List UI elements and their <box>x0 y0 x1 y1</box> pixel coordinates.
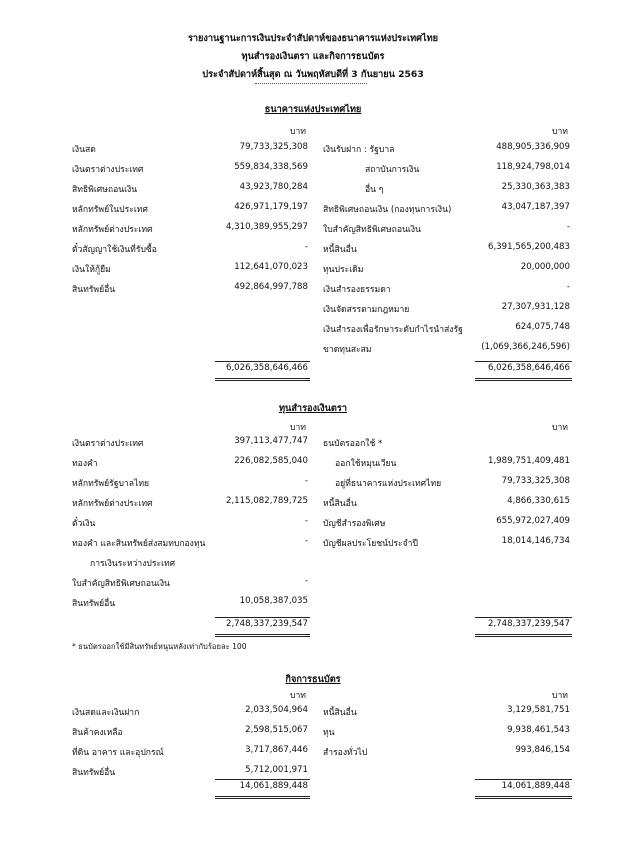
banknote-section-title <box>0 672 626 687</box>
reserve-left-value: 397,113,477,747 <box>234 436 308 446</box>
reserve-left-label: การเงินระหว่างประเทศ <box>90 559 176 569</box>
bot-right-value: 27,307,931,128 <box>501 302 570 312</box>
reserve-section-title <box>0 401 626 416</box>
banknote-left-value: 2,598,515,067 <box>245 725 308 735</box>
bot-right-label: เงินสำรองเพื่อรักษาระดับกำไรนำส่งรัฐ <box>323 325 463 335</box>
reserve-right-label: อยู่ที่ธนาคารแห่งประเทศไทย <box>335 479 442 489</box>
reserve-right-label: หนี้สินอื่น <box>323 499 357 509</box>
bot-right-label: เงินสำรองธรรมดา <box>323 285 391 295</box>
reserve-right-label: บัญชีผลประโยชน์ประจำปี <box>323 539 418 549</box>
report-subtitle: ทุนสำรองเงินตรา และกิจการธนบัตร <box>241 51 385 62</box>
bot-right-label: ทุนประเดิม <box>323 265 364 275</box>
reserve-left-value: 10,058,387,035 <box>239 596 308 606</box>
bot-right-value: 488,905,336,909 <box>496 142 570 152</box>
bot-total-double-left <box>215 378 310 381</box>
bot-unit-left: บาท <box>290 127 306 137</box>
banknote-right-label: สำรองทั่วไป <box>323 748 368 758</box>
reserve-left-value: - <box>304 476 308 486</box>
reserve-total-double-left <box>215 634 310 637</box>
banknote-left-value: 2,033,504,964 <box>245 705 308 715</box>
bot-left-value: 43,923,780,284 <box>239 182 308 192</box>
banknote-right-value: 9,938,461,543 <box>507 725 570 735</box>
banknote-unit-left: บาท <box>290 691 306 701</box>
bot-section-title-text: ธนาคารแห่งประเทศไทย <box>264 104 362 115</box>
reserve-left-label: เงินตราต่างประเทศ <box>72 439 144 449</box>
reserve-left-label: ทองคำ <box>72 459 98 469</box>
banknote-left-label: สินทรัพย์อื่น <box>72 768 116 778</box>
banknote-total-double-left <box>215 796 310 799</box>
reserve-right-label: ออกใช้หมุนเวียน <box>335 459 397 469</box>
bot-left-value: - <box>304 242 308 252</box>
bot-total-rule-left <box>215 361 310 362</box>
bot-right-value: - <box>566 222 570 232</box>
reserve-left-label: หลักทรัพย์รัฐบาลไทย <box>72 479 150 489</box>
reserve-left-value: 226,082,585,040 <box>234 456 308 466</box>
reserve-unit-left: บาท <box>290 423 306 433</box>
reserve-right-label: ธนบัตรออกใช้ * <box>323 439 383 449</box>
bot-right-value: 624,075,748 <box>515 322 570 332</box>
reserve-left-value: - <box>304 516 308 526</box>
banknote-right-label: หนี้สินอื่น <box>323 708 357 718</box>
reserve-left-label: ทองคำ และสินทรัพย์ส่งสมทบกองทุน <box>72 539 206 549</box>
bot-left-value: 4,310,389,955,297 <box>225 222 308 232</box>
banknote-unit-right: บาท <box>552 691 568 701</box>
bot-right-label: อื่น ๆ <box>365 185 384 195</box>
bot-left-value: 559,834,338,569 <box>234 162 308 172</box>
bot-right-label: เงินรับฝาก : รัฐบาล <box>323 145 395 155</box>
banknote-right-value: 993,846,154 <box>515 745 570 755</box>
bot-total-double-right <box>475 378 572 381</box>
banknote-left-label: สินค้าคงเหลือ <box>72 728 123 738</box>
bot-left-label: หลักทรัพย์ต่างประเทศ <box>72 225 153 235</box>
reserve-right-value: 1,989,751,409,481 <box>487 456 570 466</box>
banknote-section-title-text: กิจการธนบัตร <box>285 674 341 685</box>
report-period: ประจำสัปดาห์สิ้นสุด ณ วันพฤหัสบดีที่ 3 กันยายน 2563 <box>202 69 424 80</box>
reserve-right-value: 79,733,325,308 <box>501 476 570 486</box>
bot-unit-right: บาท <box>552 127 568 137</box>
reserve-section-title-text: ทุนสำรองเงินตรา <box>278 403 347 414</box>
banknote-right-value: 3,129,581,751 <box>507 705 570 715</box>
reserve-left-value: - <box>304 536 308 546</box>
bot-left-value: 426,971,179,197 <box>234 202 308 212</box>
bot-right-value: 43,047,187,397 <box>501 202 570 212</box>
banknote-left-value: 3,717,867,446 <box>245 745 308 755</box>
bot-left-value: 492,864,997,788 <box>234 282 308 292</box>
bot-left-label: เงินสด <box>72 145 96 155</box>
reserve-left-value: 2,115,082,789,725 <box>225 496 308 506</box>
reserve-total-right: 2,748,337,239,547 <box>487 619 570 629</box>
banknote-total-double-right <box>475 796 572 799</box>
bot-left-label: ตั๋วสัญญาใช้เงินที่รับซื้อ <box>72 245 157 255</box>
bot-right-label: ใบสำคัญสิทธิพิเศษถอนเงิน <box>323 225 421 235</box>
reserve-total-left: 2,748,337,239,547 <box>225 619 308 629</box>
bot-right-value: 118,924,798,014 <box>496 162 570 172</box>
bot-left-label: เงินให้กู้ยืม <box>72 265 111 275</box>
banknote-left-value: 5,712,001,971 <box>245 765 308 775</box>
reserve-right-value: 18,014,146,734 <box>501 536 570 546</box>
bot-right-label: สถาบันการเงิน <box>365 165 420 175</box>
bot-right-value: 25,330,363,383 <box>501 182 570 192</box>
reserve-right-value: 655,972,027,409 <box>496 516 570 526</box>
reserve-left-label: หลักทรัพย์ต่างประเทศ <box>72 499 153 509</box>
bot-right-value: - <box>566 282 570 292</box>
bot-total-right: 6,026,358,646,466 <box>487 363 570 373</box>
reserve-left-label: ใบสำคัญสิทธิพิเศษถอนเงิน <box>72 579 170 589</box>
bot-left-value: 112,641,070,023 <box>234 262 308 272</box>
reserve-left-label: ตั๋วเงิน <box>72 519 96 529</box>
reserve-footnote: * ธนบัตรออกใช้มีสินทรัพย์หนุนหลังเท่ากับร้อยละ 100 <box>72 642 247 651</box>
reserve-right-label: บัญชีสำรองพิเศษ <box>323 519 386 529</box>
bot-right-label: ขาดทุนสะสม <box>323 345 372 355</box>
report-title: รายงานฐานะการเงินประจำสัปดาห์ของธนาคารแห่งประเทศไทย <box>187 33 439 44</box>
reserve-unit-right: บาท <box>552 423 568 433</box>
header-divider <box>255 83 367 84</box>
bot-right-value: (1,069,366,246,596) <box>481 342 570 352</box>
bot-section-title <box>0 102 626 117</box>
reserve-total-rule-left <box>215 617 310 618</box>
banknote-total-left: 14,061,889,448 <box>239 781 308 791</box>
bot-left-label: สินทรัพย์อื่น <box>72 285 116 295</box>
reserve-total-rule-right <box>475 617 572 618</box>
banknote-total-rule-right <box>475 779 572 780</box>
bot-right-label: เงินจัดสรรตามกฎหมาย <box>323 305 410 315</box>
bot-left-label: หลักทรัพย์ในประเทศ <box>72 205 148 215</box>
bot-left-label: เงินตราต่างประเทศ <box>72 165 144 175</box>
bot-total-left: 6,026,358,646,466 <box>225 363 308 373</box>
reserve-total-double-right <box>475 634 572 637</box>
banknote-right-label: ทุน <box>323 728 335 738</box>
bot-left-label: สิทธิพิเศษถอนเงิน <box>72 185 138 195</box>
reserve-left-value: - <box>304 576 308 586</box>
banknote-left-label: เงินสดและเงินฝาก <box>72 708 140 718</box>
bot-right-value: 6,391,565,200,483 <box>487 242 570 252</box>
banknote-total-right: 14,061,889,448 <box>501 781 570 791</box>
banknote-total-rule-left <box>215 779 310 780</box>
bot-right-label: สิทธิพิเศษถอนเงิน (กองทุนการเงิน) <box>323 205 452 215</box>
reserve-left-label: สินทรัพย์อื่น <box>72 599 116 609</box>
bot-right-value: 20,000,000 <box>520 262 570 272</box>
bot-total-rule-right <box>475 361 572 362</box>
reserve-right-value: 4,866,330,615 <box>507 496 570 506</box>
bot-right-label: หนี้สินอื่น <box>323 245 357 255</box>
bot-left-value: 79,733,325,308 <box>239 142 308 152</box>
banknote-left-label: ที่ดิน อาคาร และอุปกรณ์ <box>72 748 164 758</box>
